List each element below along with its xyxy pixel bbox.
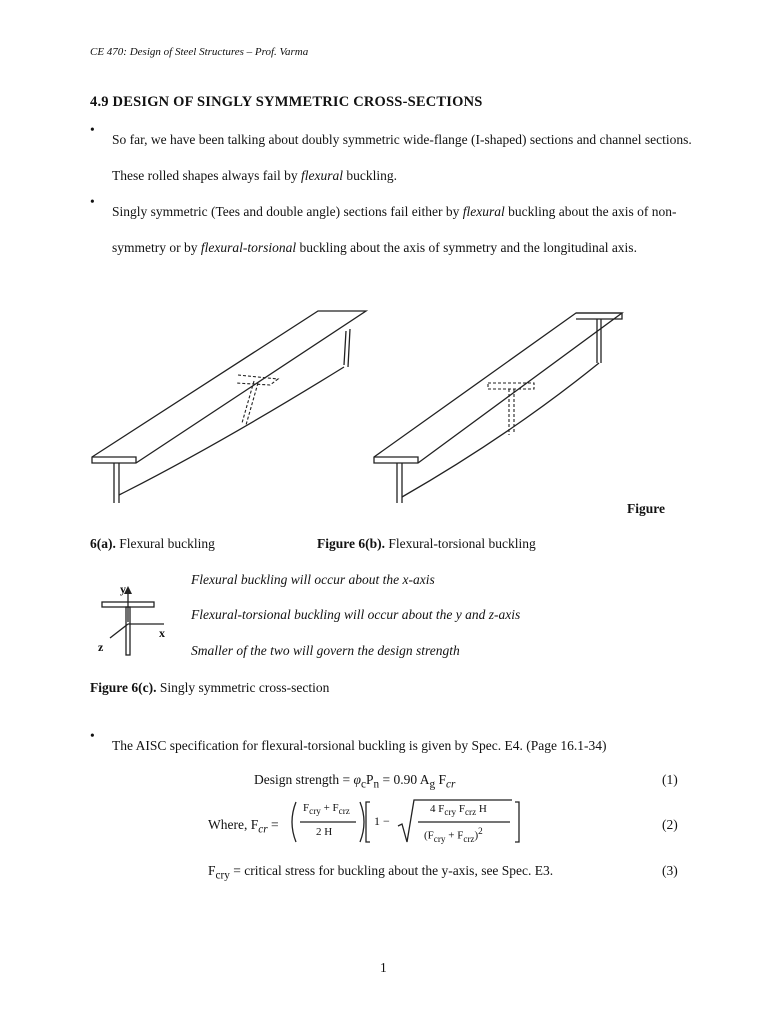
figure-label-word: Figure	[627, 501, 665, 516]
axis-label-z: z	[98, 640, 104, 654]
frac2-denominator: $(F_{cry} + F_{crz})^2$	[424, 826, 483, 844]
figure-6a-flexural-buckling	[88, 305, 388, 515]
equation-3: $F_{cry}$ = critical stress for buckling about the y-axis, see Spec. E3.	[208, 863, 554, 882]
equation-2-lhs: Where, $F_{cr}$ =	[208, 817, 279, 836]
equation-3-number: (3)	[662, 863, 678, 878]
running-header: CE 470: Design of Steel Structures – Prof. Varma	[90, 46, 309, 58]
axis-label-y: y	[120, 582, 126, 596]
equation-1-number: (1)	[662, 772, 678, 787]
one-minus: 1 −	[374, 814, 390, 828]
frac1-numerator: $F_{cry} + F_{crz}$	[303, 802, 350, 817]
figure-6a-caption: 6(a). Flexural buckling	[90, 536, 215, 551]
page-number: 1	[380, 960, 387, 975]
bullet-text: Singly symmetric (Tees and double angle) sections fail either by flexural buckling about the axis of non-symmetry or by flexural-torsional buckling about the axis of symmetry and the longitudinal axis.	[112, 204, 677, 255]
bullet-dot: •	[90, 728, 95, 743]
axis-label-x: x	[159, 626, 165, 640]
bullet-dot: •	[90, 194, 95, 209]
figure-6c-caption: Figure 6(c). Singly symmetric cross-section	[90, 680, 330, 695]
note-flexural-torsional: Flexural-torsional buckling will occur about the y and z-axis	[191, 607, 521, 622]
bullet-text: So far, we have been talking about doubly symmetric wide-flange (I-shaped) sections and channel sections. These rolled shapes always fail by flexural buckling.	[112, 132, 692, 183]
section-heading: 4.9 DESIGN OF SINGLY SYMMETRIC CROSS-SECTIONS	[90, 94, 483, 110]
equation-2-number: (2)	[662, 817, 678, 832]
equation-1: Design strength = $\varphi_cP_n = 0.90$ $A_g$ $F_{cr}$	[254, 772, 456, 791]
bullet-dot: •	[90, 122, 95, 137]
equation-2-rhs	[290, 798, 520, 846]
figure-6b-caption: Figure 6(b). Flexural-torsional buckling	[317, 536, 536, 551]
bullet-text: The AISC specification for flexural-torsional buckling is given by Spec. E4. (Page 16.1-34)	[112, 738, 607, 753]
figure-6c-cross-section-axes	[96, 584, 176, 664]
note-flexural: Flexural buckling will occur about the x-axis	[191, 572, 435, 587]
frac1-denominator: 2 H	[316, 826, 333, 838]
note-govern: Smaller of the two will govern the design strength	[191, 643, 460, 658]
figure-6b-flexural-torsional-buckling	[370, 305, 630, 515]
frac2-numerator: 4 $F_{cry}$ $F_{crz}$ H	[430, 803, 487, 818]
